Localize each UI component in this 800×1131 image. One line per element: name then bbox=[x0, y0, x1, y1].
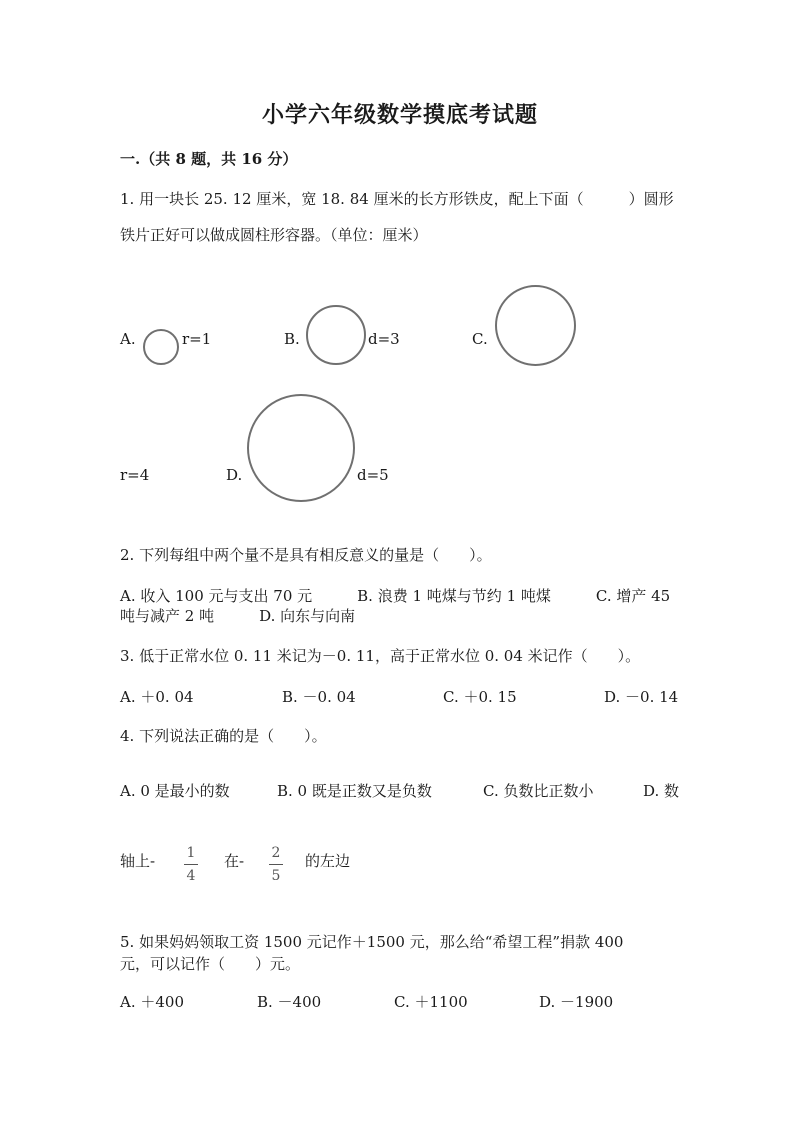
question-4-option-d: D. 数 bbox=[643, 782, 680, 800]
question-1-line-2: 铁片正好可以做成圆柱形容器。（单位：厘米） bbox=[120, 226, 428, 244]
question-5-line-2: 元，可以记作（ ）元。 bbox=[120, 955, 301, 973]
circle-option-a bbox=[143, 329, 179, 365]
question-4-option-b: B. 0 既是正数又是负数 bbox=[277, 782, 432, 800]
question-5-option-b: B. －400 bbox=[257, 993, 322, 1011]
question-4-line-2-middle: 在- bbox=[224, 852, 245, 870]
question-5-option-a: A. ＋400 bbox=[120, 993, 184, 1011]
question-3-option-a: A. ＋0. 04 bbox=[120, 688, 194, 706]
fraction-bar bbox=[184, 864, 198, 865]
option-c-label: C. bbox=[472, 330, 488, 348]
question-3-stem: 3. 低于正常水位 0. 11 米记为－0. 11，高于正常水位 0. 04 米记作（ ）。 bbox=[120, 647, 641, 665]
question-3-option-d: D. －0. 14 bbox=[604, 688, 679, 706]
question-3-option-c: C. ＋0. 15 bbox=[443, 688, 517, 706]
question-2-stem: 2. 下列每组中两个量不是具有相反意义的量是（ ）。 bbox=[120, 546, 492, 564]
option-a-label: A. bbox=[120, 330, 136, 348]
fraction-numerator: 2 bbox=[271, 845, 281, 861]
circle-option-c bbox=[495, 285, 576, 366]
question-2-options-line-2: 吨与减产 2 吨 D. 向东与向南 bbox=[120, 607, 356, 625]
fraction-one-quarter bbox=[184, 845, 198, 884]
fraction-numerator: 1 bbox=[186, 845, 196, 861]
question-4-option-c: C. 负数比正数小 bbox=[483, 782, 594, 800]
option-b-label: B. bbox=[284, 330, 300, 348]
circle-option-d bbox=[247, 394, 355, 502]
option-b-value: d=3 bbox=[368, 330, 400, 348]
question-1-line-1: 1. 用一块长 25. 12 厘米，宽 18. 84 厘米的长方形铁皮，配上下面（ ）圆形 bbox=[120, 190, 674, 208]
section-heading: 一.（共 8 题，共 16 分） bbox=[120, 150, 298, 168]
question-5-option-d: D. －1900 bbox=[539, 993, 614, 1011]
option-a-value: r=1 bbox=[182, 330, 212, 348]
question-4-option-a: A. 0 是最小的数 bbox=[120, 782, 230, 800]
fraction-bar bbox=[269, 864, 283, 865]
fraction-denominator: 4 bbox=[186, 868, 196, 884]
fraction-two-fifths bbox=[269, 845, 283, 884]
question-4-line-2-prefix: 轴上- bbox=[120, 852, 156, 870]
option-d-value: d=5 bbox=[357, 466, 389, 484]
question-2-options-line-1: A. 收入 100 元与支出 70 元 B. 浪费 1 吨煤与节约 1 吨煤 C. 增产 45 bbox=[120, 587, 671, 605]
circle-option-b bbox=[306, 305, 366, 365]
question-4-stem: 4. 下列说法正确的是（ ）。 bbox=[120, 727, 327, 745]
option-d-label: D. bbox=[226, 466, 243, 484]
question-5-line-1: 5. 如果妈妈领取工资 1500 元记作＋1500 元，那么给“希望工程”捐款 400 bbox=[120, 933, 624, 951]
question-5-option-c: C. ＋1100 bbox=[394, 993, 468, 1011]
option-c-value: r=4 bbox=[120, 466, 150, 484]
fraction-denominator: 5 bbox=[271, 868, 281, 884]
question-3-option-b: B. －0. 04 bbox=[282, 688, 356, 706]
question-4-line-2-suffix: 的左边 bbox=[305, 852, 351, 870]
page-title: 小学六年级数学摸底考试题 bbox=[261, 102, 538, 128]
